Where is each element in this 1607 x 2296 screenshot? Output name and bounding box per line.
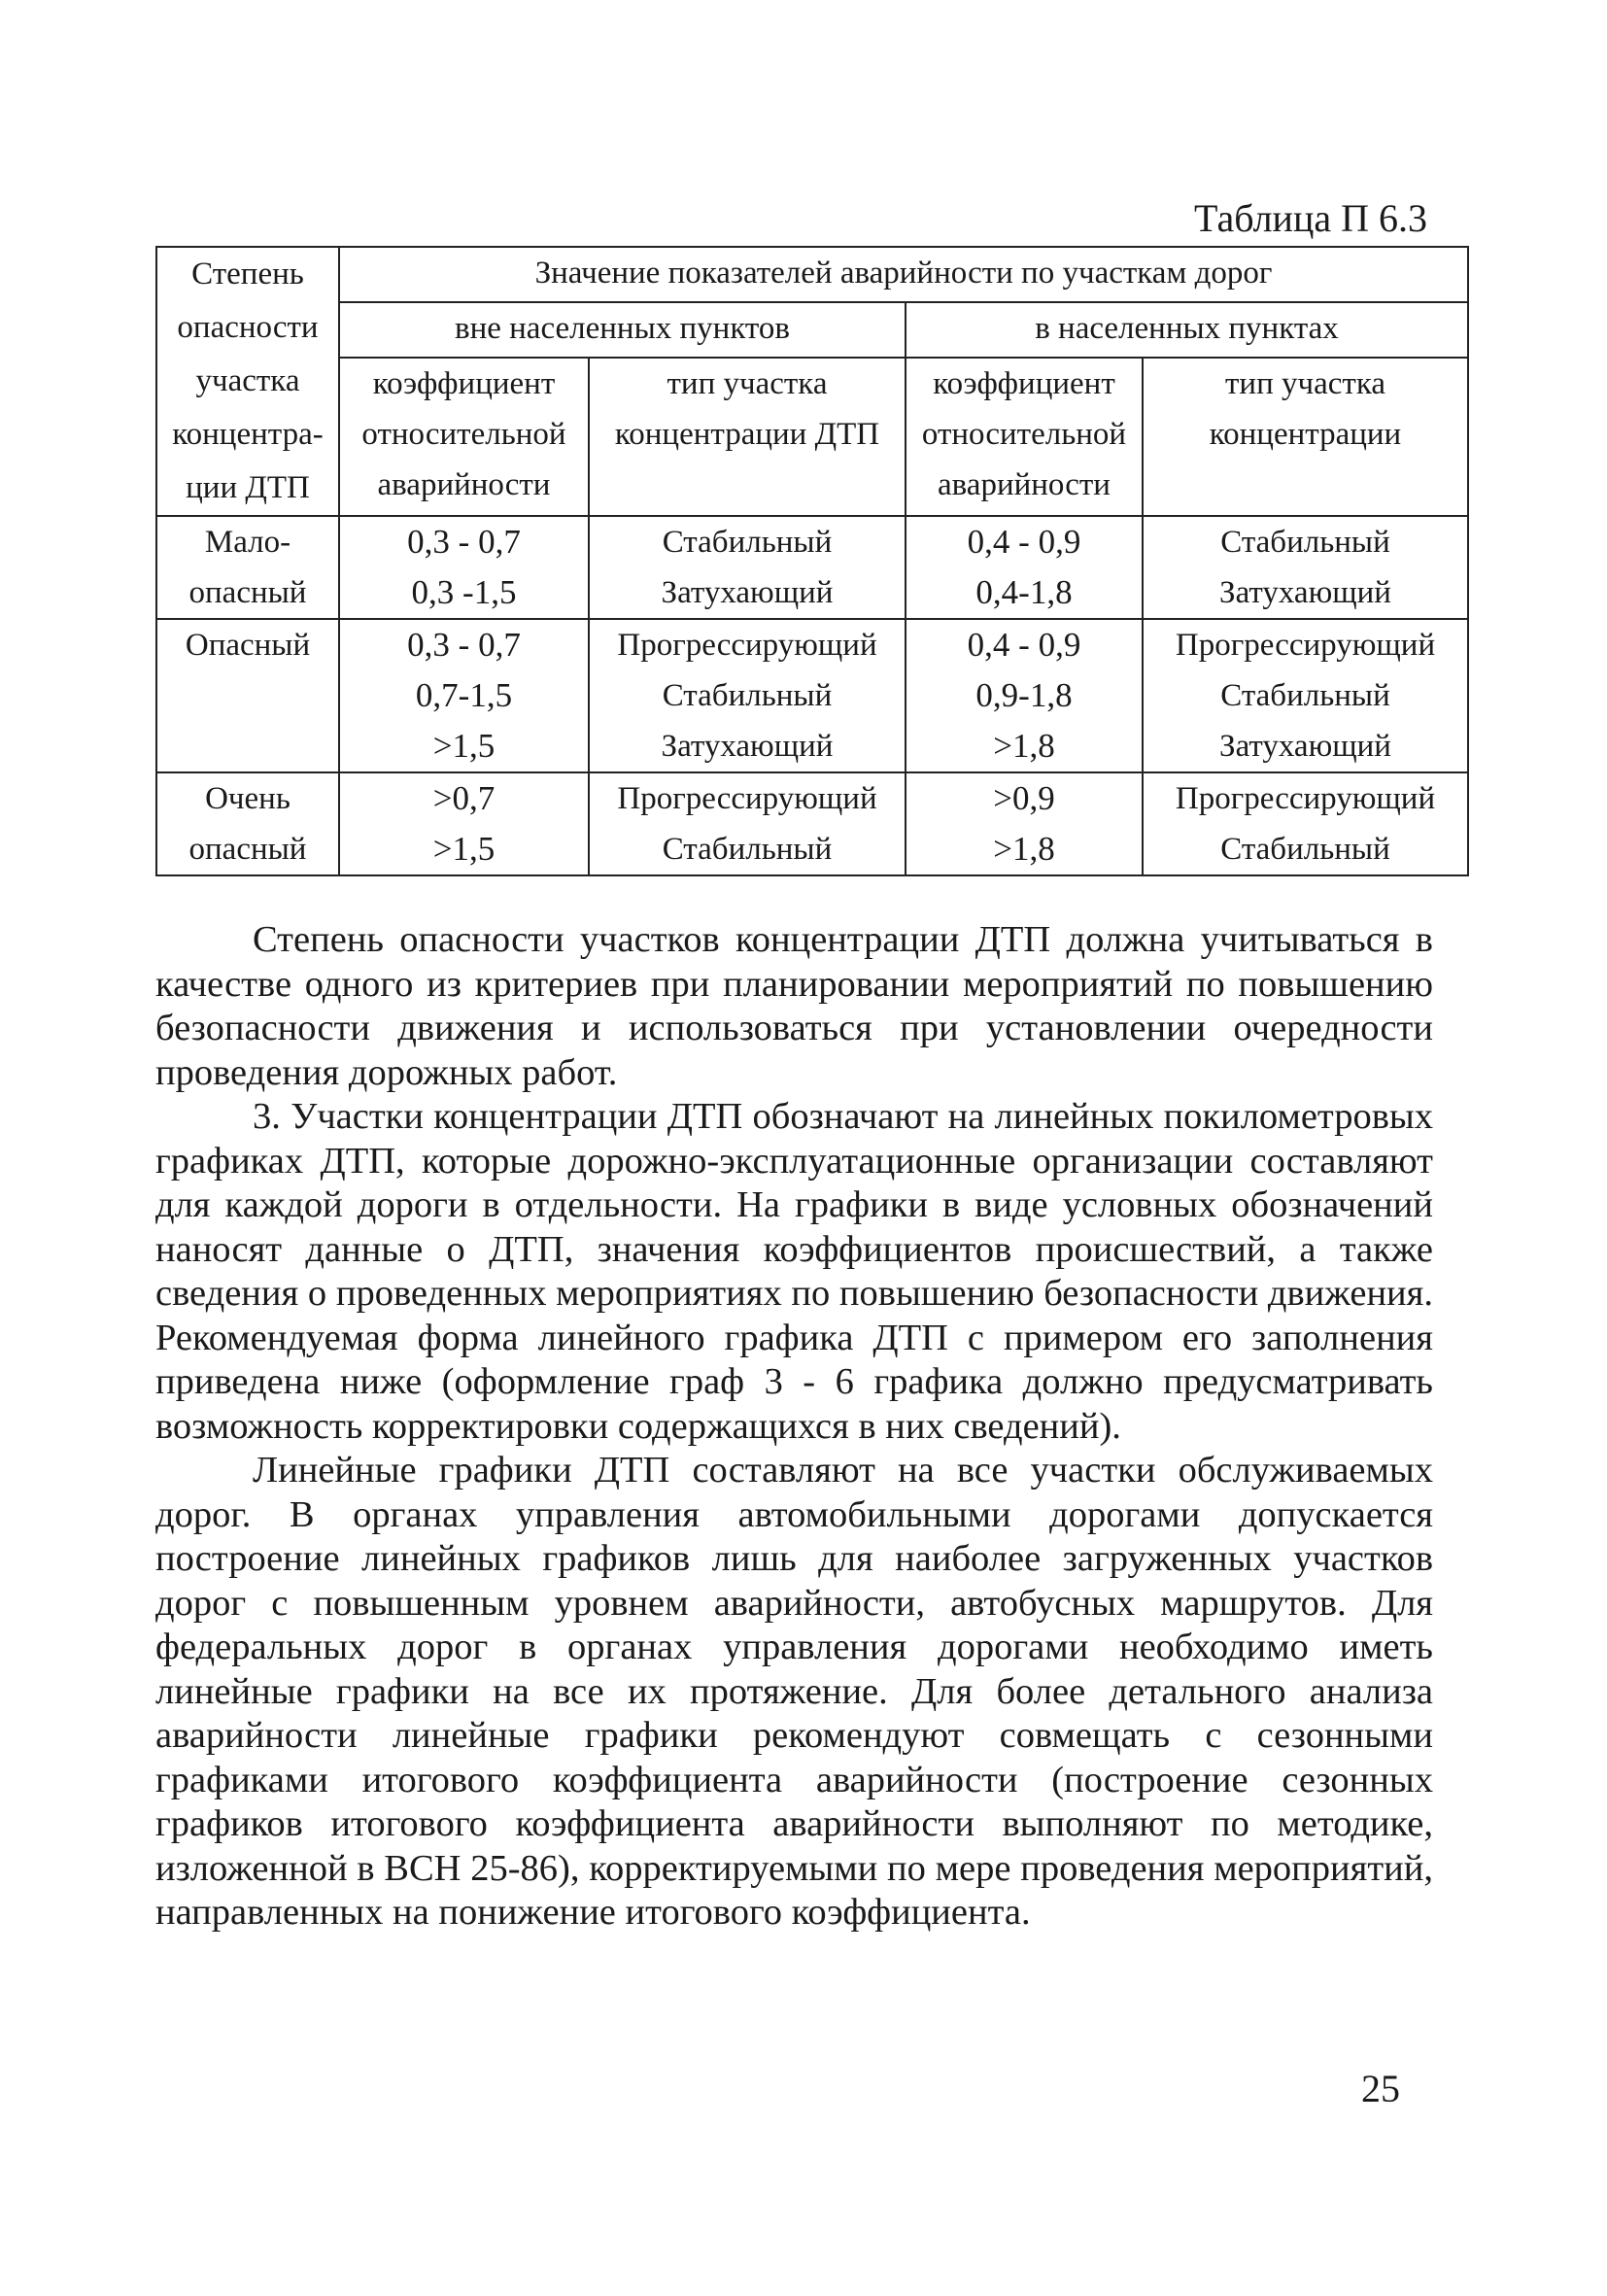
coef-outside-cell	[339, 516, 589, 619]
type-value: Стабильный	[1220, 525, 1390, 560]
table-header-row	[156, 302, 1468, 358]
header-outside-cell	[339, 302, 906, 358]
header-inside-cell	[906, 302, 1468, 358]
header-degree-line: концентра-	[172, 417, 324, 452]
header-coef-inside-cell	[906, 358, 1143, 516]
type-value: Прогрессирующий	[1175, 628, 1436, 663]
paragraph: Линейные графики ДТП составляют на все участки обслуживаемых дорог. В органах управления автомобильными дорогами допускается построение линейных графиков лишь для наиболее загруженных участков дорог с повышенным уровнем аварийности, автобусных маршрутов. Для федеральных дорог в органах управления дорогами необходимо иметь линейные графики на все их протяжение. Для более детального анализа аварийности линейные графики рекомендуют совмещать с сезонными графиками итогового коэффициента аварийности (построение сезонных графиков итогового коэффициента аварийности выполняют по методике, изложенной в ВСН 25-86), корректируемыми по мере проведения мероприятий, направленных на понижение итогового коэффициента.	[155, 1450, 1433, 1933]
paragraph: 3. Участки концентрации ДТП обозначают на линейных покилометровых графиках ДТП, которые дорожно-эксплуатационные организации составляют для каждой дороги в отдельности. На графики в виде условных обозначений наносят данные о ДТП, значения коэффициентов происшествий, а также сведения о проведенных мероприятиях по повышению безопасности движения. Рекомендуемая форма линейного графика ДТП с примером его заполнения приведена ниже (оформление граф 3 - 6 графика должно предусматривать возможность корректировки содержащихся в них сведений).	[155, 1096, 1433, 1447]
type-outside-cell	[589, 772, 906, 875]
coef-outside-cell	[339, 619, 589, 772]
table-row-very-danger	[156, 772, 1468, 875]
coef-value: >1,8	[993, 727, 1055, 765]
header-type-line: концентрации	[1209, 416, 1402, 452]
type-inside-cell	[1143, 516, 1468, 619]
header-degree-line: Степень	[191, 257, 304, 291]
header-coef-outside-cell	[339, 358, 589, 516]
header-type-inside-cell	[1143, 358, 1468, 516]
header-type-line: концентрации ДТП	[614, 416, 880, 452]
body-text	[155, 918, 1433, 1936]
header-degree-line: ции ДТП	[186, 470, 310, 505]
degree-cell	[156, 619, 339, 772]
coef-value: 0,9-1,8	[975, 676, 1073, 714]
page-number: 25	[1361, 2067, 1400, 2110]
degree-cell	[156, 772, 339, 875]
coef-value: 0,3 - 0,7	[407, 626, 521, 664]
coef-outside-cell	[339, 772, 589, 875]
type-value: Прогрессирующий	[617, 781, 877, 816]
header-type-outside-cell	[589, 358, 906, 516]
coef-inside-cell	[906, 516, 1143, 619]
header-degree-cell	[156, 247, 339, 516]
coef-value: >1,8	[993, 830, 1055, 868]
degree-line: Опасный	[185, 628, 311, 663]
header-coef-line: коэффициент	[933, 365, 1115, 401]
header-coef-line: аварийности	[377, 466, 551, 502]
table-row-danger	[156, 619, 1468, 772]
type-inside-cell	[1143, 772, 1468, 875]
header-coef-line: относительной	[921, 416, 1127, 452]
header-degree-line: участка	[195, 363, 300, 398]
table-header-row	[156, 247, 1468, 302]
type-value: Прогрессирующий	[617, 628, 877, 663]
degree-line: опасный	[188, 575, 307, 610]
type-inside-cell	[1143, 619, 1468, 772]
table-row-low-danger	[156, 516, 1468, 619]
coef-value: 0,4 - 0,9	[967, 626, 1081, 664]
header-type-line: тип участка	[667, 365, 828, 401]
coef-inside-cell	[906, 772, 1143, 875]
table-caption: Таблица П 6.3	[1194, 196, 1427, 240]
table-header-row	[156, 358, 1468, 516]
type-value: Стабильный	[1220, 678, 1390, 713]
header-values-title-cell	[339, 247, 1468, 302]
type-outside-cell	[589, 619, 906, 772]
coef-value: >1,5	[432, 727, 496, 765]
degree-line: Очень	[205, 781, 291, 816]
coef-value: 0,4-1,8	[975, 573, 1073, 611]
coef-value: 0,7-1,5	[415, 676, 513, 714]
header-coef-line: аварийности	[938, 466, 1111, 502]
header-values-title: Значение показателей аварийности по участкам дорог	[534, 256, 1273, 291]
header-outside-label: вне населенных пунктов	[455, 310, 790, 346]
header-inside-label: в населенных пунктах	[1035, 310, 1339, 346]
header-coef-line: коэффициент	[372, 365, 556, 401]
type-value: Стабильный	[1220, 832, 1390, 867]
type-value: Затухающий	[1219, 575, 1391, 610]
coef-value: >0,9	[993, 779, 1055, 817]
coef-value: 0,3 - 0,7	[407, 523, 521, 561]
coef-value: 0,4 - 0,9	[967, 523, 1081, 561]
type-value: Стабильный	[662, 678, 833, 713]
type-value: Затухающий	[1219, 729, 1391, 764]
coef-value: >1,5	[432, 830, 496, 868]
paragraph: Степень опасности участков концентрации ДТП должна учитываться в качестве одного из критериев при планировании мероприятий по повышению безопасности движения и использоваться при установлении очередности проведения дорожных работ.	[155, 919, 1433, 1093]
degree-cell	[156, 516, 339, 619]
coef-value: 0,3 -1,5	[411, 573, 517, 611]
type-value: Стабильный	[662, 832, 833, 867]
type-value: Стабильный	[662, 525, 833, 560]
type-value: Затухающий	[661, 729, 834, 764]
coef-inside-cell	[906, 619, 1143, 772]
type-outside-cell	[589, 516, 906, 619]
header-coef-line: относительной	[361, 416, 566, 452]
header-degree-line: опасности	[177, 310, 319, 345]
type-value: Прогрессирующий	[1175, 781, 1436, 816]
degree-line: опасный	[188, 832, 307, 867]
header-type-line: тип участка	[1225, 365, 1385, 401]
degree-line: Мало-	[204, 525, 291, 560]
coef-value: >0,7	[432, 779, 496, 817]
danger-degree-table	[155, 246, 1469, 876]
type-value: Затухающий	[661, 575, 834, 610]
